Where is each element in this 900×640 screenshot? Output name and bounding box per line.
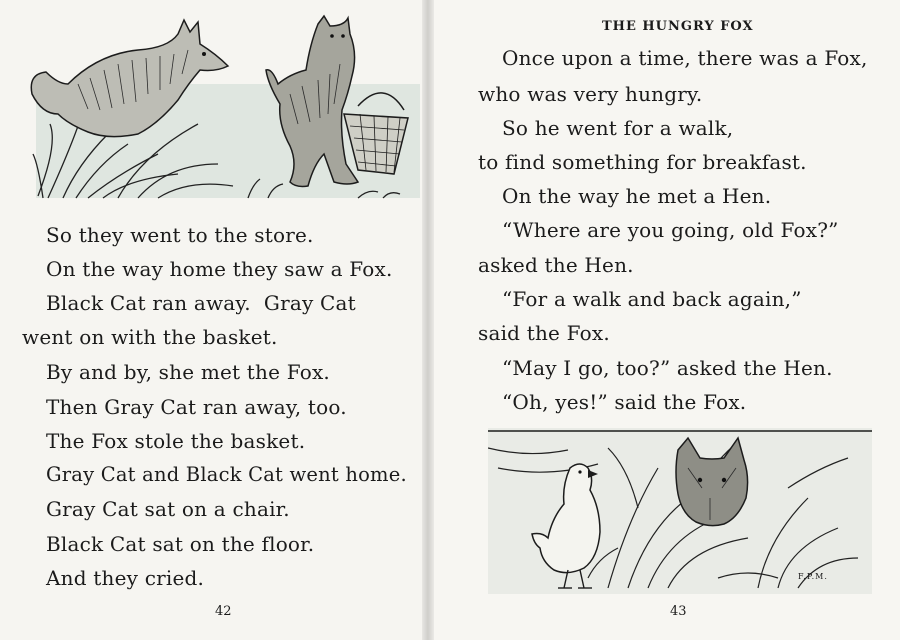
hen-and-fox-illustration	[488, 428, 872, 594]
story-line: Gray Cat sat on a chair.	[46, 497, 290, 521]
chapter-title: THE HUNGRY FOX	[602, 19, 754, 34]
story-line: Then Gray Cat ran away, too.	[46, 395, 347, 419]
story-line: said the Fox.	[478, 321, 610, 345]
story-line: Once upon a time, there was a Fox,	[502, 46, 868, 70]
story-line: And they cried.	[46, 566, 205, 590]
story-line: asked the Hen.	[478, 253, 634, 277]
page-number: 43	[670, 604, 687, 619]
story-line: On the way home they saw a Fox.	[46, 257, 393, 281]
fox-and-cat-illustration	[28, 14, 420, 206]
left-page	[0, 0, 428, 640]
book-gutter	[422, 0, 434, 640]
story-line: to find something for breakfast.	[478, 150, 807, 174]
story-line: who was very hungry.	[478, 82, 703, 106]
story-line: By and by, she met the Fox.	[46, 360, 330, 384]
fox-and-cat-drawing	[28, 14, 420, 206]
illustrator-signature: F.P.M.	[798, 572, 828, 581]
story-line: Black Cat sat on the floor.	[46, 532, 315, 556]
story-line: Black Cat ran away. Gray Cat	[46, 291, 356, 315]
story-line: On the way he met a Hen.	[502, 184, 772, 208]
story-line: The Fox stole the basket.	[46, 429, 306, 453]
hen-and-fox-drawing	[488, 428, 872, 594]
story-line: went on with the basket.	[22, 325, 278, 349]
story-line: So he went for a walk,	[502, 116, 734, 140]
story-line: “Oh, yes!” said the Fox.	[502, 390, 747, 414]
story-line: “May I go, too?” asked the Hen.	[502, 356, 833, 380]
story-line: Gray Cat and Black Cat went home.	[46, 463, 407, 486]
story-line: “For a walk and back again,”	[502, 287, 802, 311]
right-page	[428, 0, 900, 640]
story-line: “Where are you going, old Fox?”	[502, 218, 839, 242]
page-number: 42	[215, 604, 232, 619]
story-line: So they went to the store.	[46, 223, 314, 247]
